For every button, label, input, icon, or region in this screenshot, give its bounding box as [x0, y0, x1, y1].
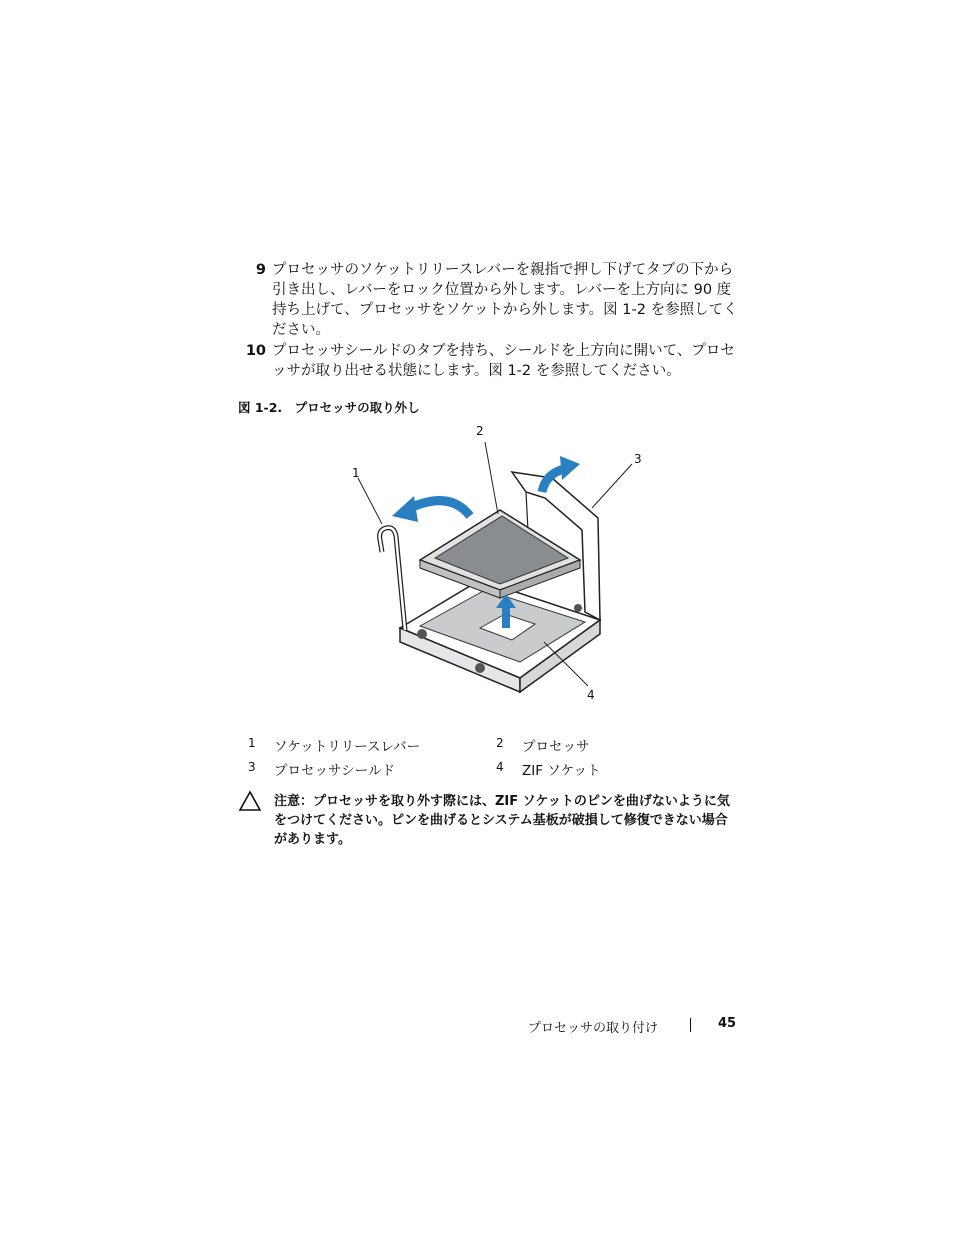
legend-label-1: ソケットリリースレバー: [274, 739, 421, 755]
legend-num-1: 1: [248, 736, 256, 750]
footer-section-title: プロセッサの取り付け: [528, 1021, 659, 1036]
legend-label-3: プロセッサシールド: [274, 763, 395, 779]
legend-num-2: 2: [496, 736, 504, 750]
callout-3: 3: [634, 452, 642, 466]
legend-num-3: 3: [248, 760, 256, 774]
step-9: [238, 260, 738, 340]
step-number: 10: [245, 343, 266, 359]
legend-num-4: 4: [496, 760, 504, 774]
caution-text: 注意：プロセッサを取り外す際には、ZIF ソケットのピンを曲げないように気をつけてください。ピンを曲げるとシステム基板が破損して修復できない場合があります。: [274, 794, 730, 847]
callout-1: 1: [352, 466, 360, 480]
legend-label-2: プロセッサ: [522, 739, 590, 755]
callout-2: 2: [476, 424, 484, 438]
page-number: 45: [718, 1016, 737, 1031]
callout-4: 4: [587, 688, 595, 702]
step-10: [238, 341, 738, 381]
step-number: 9: [255, 262, 266, 278]
processor-removal-figure: [330, 420, 660, 710]
step-text: プロセッサシールドのタブを持ち、シールドを上方向に開いて、プロセッサが取り出せる状態にします。図 1-2 を参照してください。: [272, 343, 735, 379]
step-text: プロセッサのソケットリリースレバーを親指で押し下げてタブの下から引き出し、レバーをロック位置から外します。レバーを上方向に 90 度持ち上げて、プロセッサをソケットから外します。図 1-2 を参照してください。: [272, 262, 738, 338]
figure-illustration: [330, 420, 660, 710]
legend-label-4: ZIF ソケット: [522, 763, 601, 779]
caution-triangle-icon: [238, 790, 262, 812]
figure-caption: 図 1-2. プロセッサの取り外し: [238, 400, 420, 415]
footer-separator: [690, 1018, 691, 1032]
